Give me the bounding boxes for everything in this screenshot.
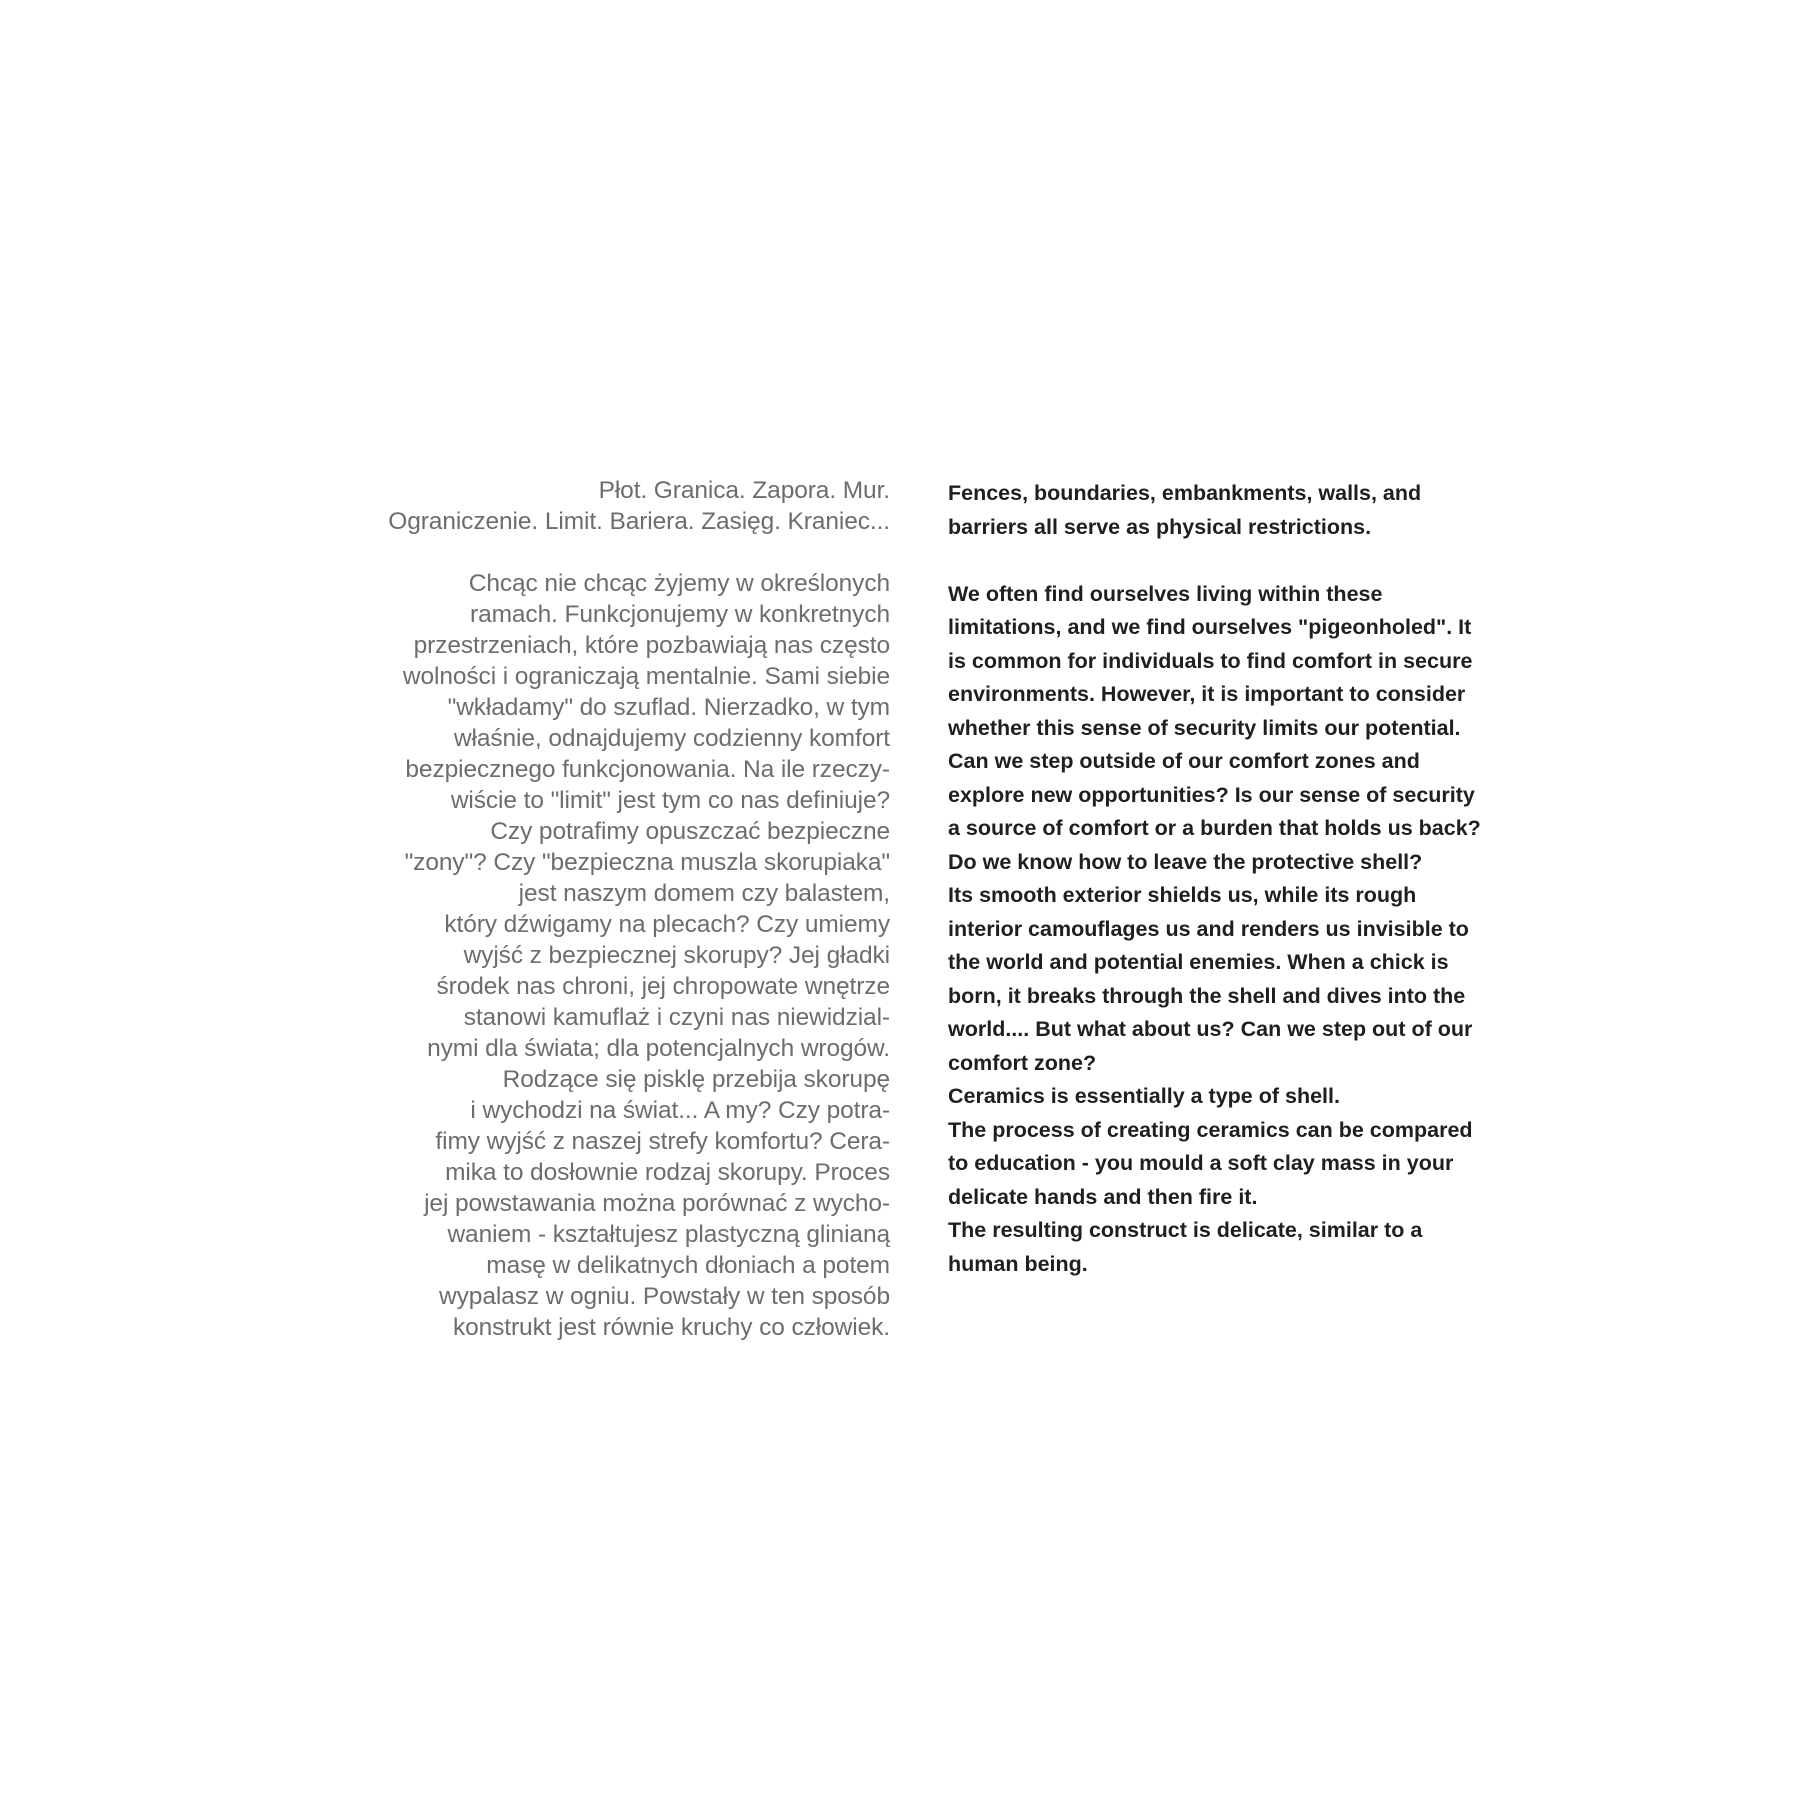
polish-text-column	[320, 475, 890, 1343]
polish-body-line: konstrukt jest równie kruchy co człowiek.	[452, 1314, 890, 1341]
english-body-line: the world and potential enemies. When a chick is	[948, 950, 1449, 974]
english-body-line: to education - you mould a soft clay mass in your	[948, 1151, 1454, 1175]
polish-body-line: wolności i ograniczają mentalnie. Sami siebie	[402, 663, 890, 690]
polish-body-line: jest naszym domem czy balastem,	[518, 880, 890, 907]
polish-body-line: stanowi kamuflaż i czyni nas niewidzial-	[463, 1004, 890, 1031]
english-body-line: Do we know how to leave the protective shell?	[948, 849, 1423, 874]
polish-intro-line: Ograniczenie. Limit. Bariera. Zasięg. Kraniec...	[388, 508, 890, 535]
polish-body-line: wyjść z bezpiecznej skorupy? Jej gładki	[463, 942, 890, 969]
paragraph-gap	[320, 537, 890, 568]
english-text-column	[948, 477, 1508, 1281]
polish-intro	[320, 475, 890, 537]
polish-body-line: wypalasz w ogniu. Powstały w ten sposób	[439, 1283, 890, 1310]
english-body-line: is common for individuals to find comfort in secure	[948, 648, 1473, 673]
english-body-line: The resulting construct is delicate, similar to a	[948, 1218, 1423, 1242]
polish-body-line: właśnie, odnajdujemy codzienny komfort	[453, 725, 890, 752]
polish-body-line: jej powstawania można porównać z wycho-	[424, 1190, 890, 1217]
english-intro-line: Fences, boundaries, embankments, walls, and	[948, 481, 1422, 505]
english-body-line: limitations, and we find ourselves "pigeonholed". It	[948, 615, 1472, 639]
english-body-line: human being.	[948, 1251, 1088, 1276]
english-body-line: whether this sense of security limits our potential.	[948, 715, 1461, 740]
english-body-line: comfort zone?	[948, 1050, 1097, 1075]
polish-body-line: nymi dla świata; dla potencjalnych wrogów.	[427, 1035, 890, 1062]
english-intro-line: barriers all serve as physical restrictions.	[948, 514, 1372, 539]
polish-body	[320, 568, 890, 1343]
polish-body-line: waniem - kształtujesz plastyczną glinianą	[447, 1221, 890, 1248]
english-body	[948, 578, 1508, 1282]
paragraph-gap	[948, 544, 1508, 578]
english-body-line: interior camouflages us and renders us invisible to	[948, 916, 1469, 941]
polish-intro-line: Płot. Granica. Zapora. Mur.	[598, 477, 890, 504]
english-body-line: world.... But what about us? Can we step out of our	[948, 1017, 1473, 1041]
english-body-line: delicate hands and then fire it.	[948, 1184, 1258, 1209]
english-body-line: environments. However, it is important to consider	[948, 682, 1466, 706]
english-body-line: a source of comfort or a burden that holds us back?	[948, 816, 1481, 840]
polish-body-line: i wychodzi na świat... A my? Czy potra-	[470, 1097, 890, 1124]
polish-body-line: masę w delikatnych dłoniach a potem	[486, 1252, 890, 1279]
english-body-line: Ceramics is essentially a type of shell.	[948, 1084, 1340, 1108]
polish-body-line: "wkładamy" do szuflad. Nierzadko, w tym	[447, 694, 890, 721]
english-body-line: We often find ourselves living within these	[948, 581, 1383, 606]
polish-body-line: Czy potrafimy opuszczać bezpieczne	[490, 818, 890, 845]
polish-body-line: ramach. Funkcjonujemy w konkretnych	[470, 601, 890, 628]
english-body-line: born, it breaks through the shell and dives into the	[948, 983, 1466, 1008]
english-body-line: Its smooth exterior shields us, while its rough	[948, 883, 1417, 907]
polish-body-line: "zony"? Czy "bezpieczna muszla skorupiaka"	[404, 849, 890, 876]
english-intro	[948, 477, 1508, 544]
polish-body-line: przestrzeniach, które pozbawiają nas często	[413, 632, 890, 659]
polish-body-line: środek nas chroni, jej chropowate wnętrze	[436, 973, 890, 1000]
english-body-line: Can we step outside of our comfort zones and	[948, 749, 1420, 773]
english-body-line: explore new opportunities? Is our sense of security	[948, 782, 1475, 807]
polish-body-line: Chcąc nie chcąc żyjemy w określonych	[468, 570, 890, 597]
polish-body-line: wiście to "limit" jest tym co nas definiuje?	[450, 787, 890, 814]
polish-body-line: Rodzące się pisklę przebija skorupę	[502, 1066, 890, 1093]
polish-body-line: bezpiecznego funkcjonowania. Na ile rzeczy-	[405, 756, 890, 783]
polish-body-line: mika to dosłownie rodzaj skorupy. Proces	[445, 1159, 890, 1186]
polish-body-line: który dźwigamy na plecach? Czy umiemy	[444, 911, 890, 938]
polish-body-line: fimy wyjść z naszej strefy komfortu? Cera-	[435, 1128, 890, 1155]
english-body-line: The process of creating ceramics can be compared	[948, 1117, 1473, 1142]
